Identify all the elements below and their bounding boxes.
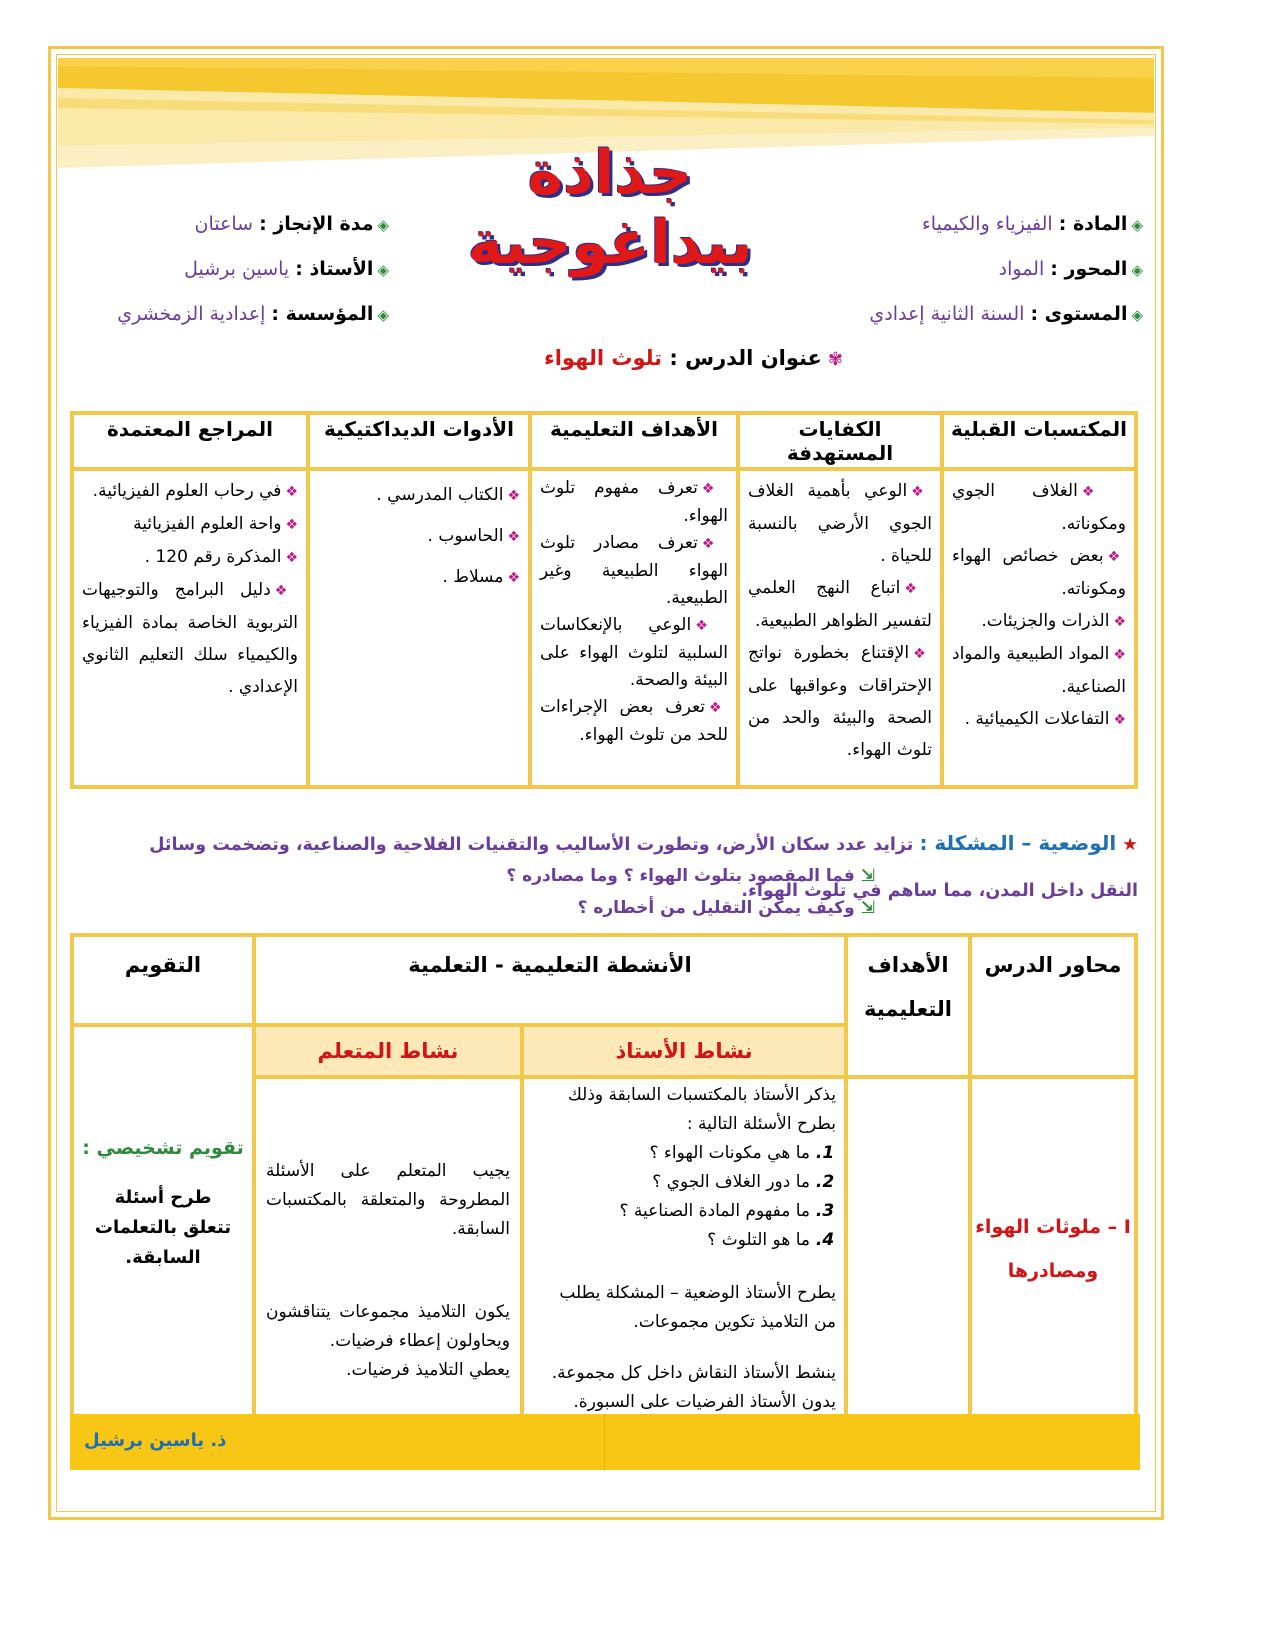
diamond-icon: ◈: [377, 261, 389, 279]
references-cell: [72, 469, 308, 787]
teacher-step-3b: يدون الأستاذ الفرضيات على السبورة.: [573, 1392, 836, 1412]
list-item: ❖المواد الطبيعية والمواد الصناعية.: [952, 644, 1126, 697]
list-item: ❖الإقتناع بخطورة نواتج الإحتراقات وعواقبها على الصحة والبيئة والحد من تلوث الهواء.: [748, 643, 932, 760]
bullet-icon: ❖: [1113, 712, 1126, 728]
footer-bar: [70, 1414, 1140, 1470]
list-item: ❖تعرف مفهوم تلوث الهواء.: [540, 478, 728, 526]
list-item: ❖الوعي بأهمية الغلاف الجوي الأرضي بالنسبة للحياة .: [748, 481, 932, 566]
list-item: ❖اتباع النهج العلمي لتفسير الظواهر الطبيعية.: [748, 578, 932, 631]
list-item: ❖واحة العلوم الفيزيائية: [133, 514, 298, 534]
learner-step-1: يجيب المتعلم على الأسئلة المطروحة والمتعلقة بالمكتسبات السابقة.: [266, 1161, 510, 1239]
list-item: ❖التفاعلات الكيميائية .: [964, 709, 1126, 729]
bullet-icon: ❖: [904, 581, 932, 597]
list-item: 2. ما دور الغلاف الجوي ؟: [532, 1168, 810, 1197]
question-1: ⇲فما المقصود بتلوث الهواء ؟ وما مصادره ؟: [506, 866, 875, 886]
diamond-icon: ◈: [1131, 306, 1143, 324]
level-label: المستوى :: [1030, 303, 1128, 325]
bullet-icon: ❖: [507, 529, 520, 545]
bullet-icon: ❖: [507, 488, 520, 504]
ornament-icon: ✾: [827, 349, 843, 370]
list-item: ❖الكتاب المدرسي .: [376, 485, 520, 505]
list-item: ❖مسلاط .: [442, 567, 520, 587]
axis-label: المحور :: [1050, 258, 1128, 280]
axis-title: I – ملوثات الهواء ومصادرها: [970, 1077, 1136, 1421]
list-item: 3. ما مفهوم المادة الصناعية ؟: [532, 1197, 810, 1226]
objectives-empty-cell: [846, 1077, 970, 1421]
bullet-icon: ❖: [709, 700, 728, 716]
learner-step-3: يعطي التلاميذ فرضيات.: [346, 1360, 510, 1380]
axis-value: المواد: [998, 258, 1045, 280]
list-item: ❖الحاسوب .: [427, 526, 520, 546]
header-tools: الأدوات الديداكتيكية: [308, 413, 530, 469]
level-value: السنة الثانية إعدادي: [869, 303, 1025, 325]
activities-table: [70, 933, 1138, 1423]
diamond-icon: ◈: [377, 216, 389, 234]
diamond-icon: ◈: [1131, 216, 1143, 234]
evaluation-text: طرح أسئلة تتعلق بالتعلمات السابقة.: [94, 1187, 232, 1268]
subheader-teacher-activity: نشاط الأستاذ: [522, 1025, 846, 1077]
prior-cell: [942, 469, 1136, 787]
bullet-icon: ❖: [285, 550, 298, 566]
bullet-icon: ❖: [285, 517, 298, 533]
subject-label: المادة :: [1058, 213, 1128, 235]
evaluation-title: تقويم تشخيصي :: [82, 1137, 244, 1159]
list-item: ❖دليل البرامج والتوجيهات التربوية الخاصة بمادة الفيزياء والكيمياء سلك التعليم الثانوي الإعدادي .: [82, 580, 298, 697]
duration-label: مدة الإنجاز :: [259, 213, 374, 235]
header-references: المراجع المعتمدة: [72, 413, 308, 469]
school-value: إعدادية الزمخشري: [117, 303, 266, 325]
bullet-icon: ❖: [913, 646, 932, 662]
star-icon: ★: [1122, 835, 1138, 855]
evaluation-cell: [72, 1025, 254, 1421]
bullet-icon: ❖: [1107, 549, 1126, 565]
list-item: ❖تعرف مصادر تلوث الهواء الطبيعية وغير الطبيعية.: [540, 533, 728, 608]
learner-step-2: يكون التلاميذ مجموعات يتناقشون ويحاولون إعطاء فرضيات.: [266, 1302, 510, 1351]
bullet-icon: ❖: [1113, 647, 1126, 663]
bullet-icon: ❖: [507, 570, 520, 586]
teacher-line: [184, 258, 389, 280]
header-evaluation: التقويم: [72, 935, 254, 1025]
teacher-step-3a: ينشط الأستاذ النقاش داخل كل مجموعة.: [551, 1363, 836, 1383]
diamond-icon: ◈: [1131, 261, 1143, 279]
list-item: 4. ما هو التلوث ؟: [532, 1226, 810, 1255]
list-item: ❖في رحاب العلوم الفيزيائية.: [92, 481, 298, 501]
axis-line: [999, 258, 1143, 280]
tools-cell: [308, 469, 530, 787]
subject-line: [922, 213, 1143, 235]
teacher-label: الأستاذ :: [295, 258, 374, 280]
diamond-icon: ◈: [377, 306, 389, 324]
overview-table: [70, 411, 1138, 789]
school-line: [117, 303, 389, 325]
problem-label: الوضعية – المشكلة :: [919, 831, 1117, 855]
bullet-icon: ❖: [695, 618, 728, 634]
question-2: ⇲وكيف يمكن التقليل من أخطاره ؟: [577, 898, 875, 918]
header-lesson-objectives: الأهداف التعليمية: [846, 935, 970, 1077]
school-label: المؤسسة :: [271, 303, 374, 325]
objectives-cell: [530, 469, 738, 787]
arrow-icon: ⇲: [860, 866, 875, 886]
learner-activity-cell: [254, 1077, 522, 1421]
bullet-icon: ❖: [1081, 484, 1126, 500]
level-line: [869, 303, 1143, 325]
header-axes: محاور الدرس: [970, 935, 1136, 1077]
bullet-icon: ❖: [701, 536, 728, 552]
list-item: ❖بعض خصائص الهواء ومكوناته.: [952, 546, 1126, 599]
subject-value: الفيزياء والكيمياء: [921, 213, 1053, 235]
competencies-cell: [738, 469, 942, 787]
footer-divider: [604, 1414, 605, 1470]
list-item: 1. ما هي مكونات الهواء ؟: [532, 1139, 810, 1168]
bullet-icon: ❖: [911, 484, 932, 500]
list-item: ❖تعرف بعض الإجراءات للحد من تلوث الهواء.: [540, 697, 728, 745]
page-title: جذاذة بيداغوجية: [467, 138, 753, 278]
footer-author: ذ. ياسين برشيل: [84, 1430, 227, 1451]
header-activities: الأنشطة التعليمية - التعلمية: [254, 935, 846, 1025]
problem-text: تزايد عدد سكان الأرض، وتطورت الأساليب والتقنيات الفلاحية والصناعية، وتضخمت وسائل النقل داخل المدن، مما ساهم في تلوث الهواء.: [149, 835, 1138, 901]
teacher-value: ياسين برشيل: [184, 258, 290, 280]
teacher-intro: يذكر الأستاذ بالمكتسبات السابقة وذلك بطرح الأسئلة التالية :: [567, 1085, 836, 1134]
duration-value: ساعتان: [194, 213, 254, 235]
teacher-questions: [532, 1139, 836, 1255]
bullet-icon: ❖: [285, 484, 298, 500]
lesson-title-line: [544, 346, 843, 370]
subheader-learner-activity: نشاط المتعلم: [254, 1025, 522, 1077]
duration-line: [195, 213, 389, 235]
bullet-icon: ❖: [274, 583, 298, 599]
header-competencies: الكفايات المستهدفة: [738, 413, 942, 469]
header-prior: المكتسبات القبلية: [942, 413, 1136, 469]
bullet-icon: ❖: [1113, 614, 1126, 630]
bullet-icon: ❖: [701, 481, 728, 497]
lesson-label: عنوان الدرس :: [669, 346, 822, 370]
lesson-value: تلوث الهواء: [543, 346, 663, 370]
header-objectives: الأهداف التعليمية: [530, 413, 738, 469]
list-item: ❖المذكرة رقم 120 .: [144, 547, 298, 567]
arrow-icon: ⇲: [860, 898, 875, 918]
list-item: ❖الذرات والجزيئات.: [981, 611, 1126, 631]
teacher-step-2: يطرح الأستاذ الوضعية – المشكلة يطلب من التلاميذ تكوين مجموعات.: [559, 1283, 836, 1332]
teacher-activity-cell: [522, 1077, 846, 1421]
list-item: ❖الوعي بالإنعكاسات السلبية لتلوث الهواء على البيئة والصحة.: [540, 615, 728, 690]
list-item: ❖الغلاف الجوي ومكوناته.: [952, 481, 1126, 534]
